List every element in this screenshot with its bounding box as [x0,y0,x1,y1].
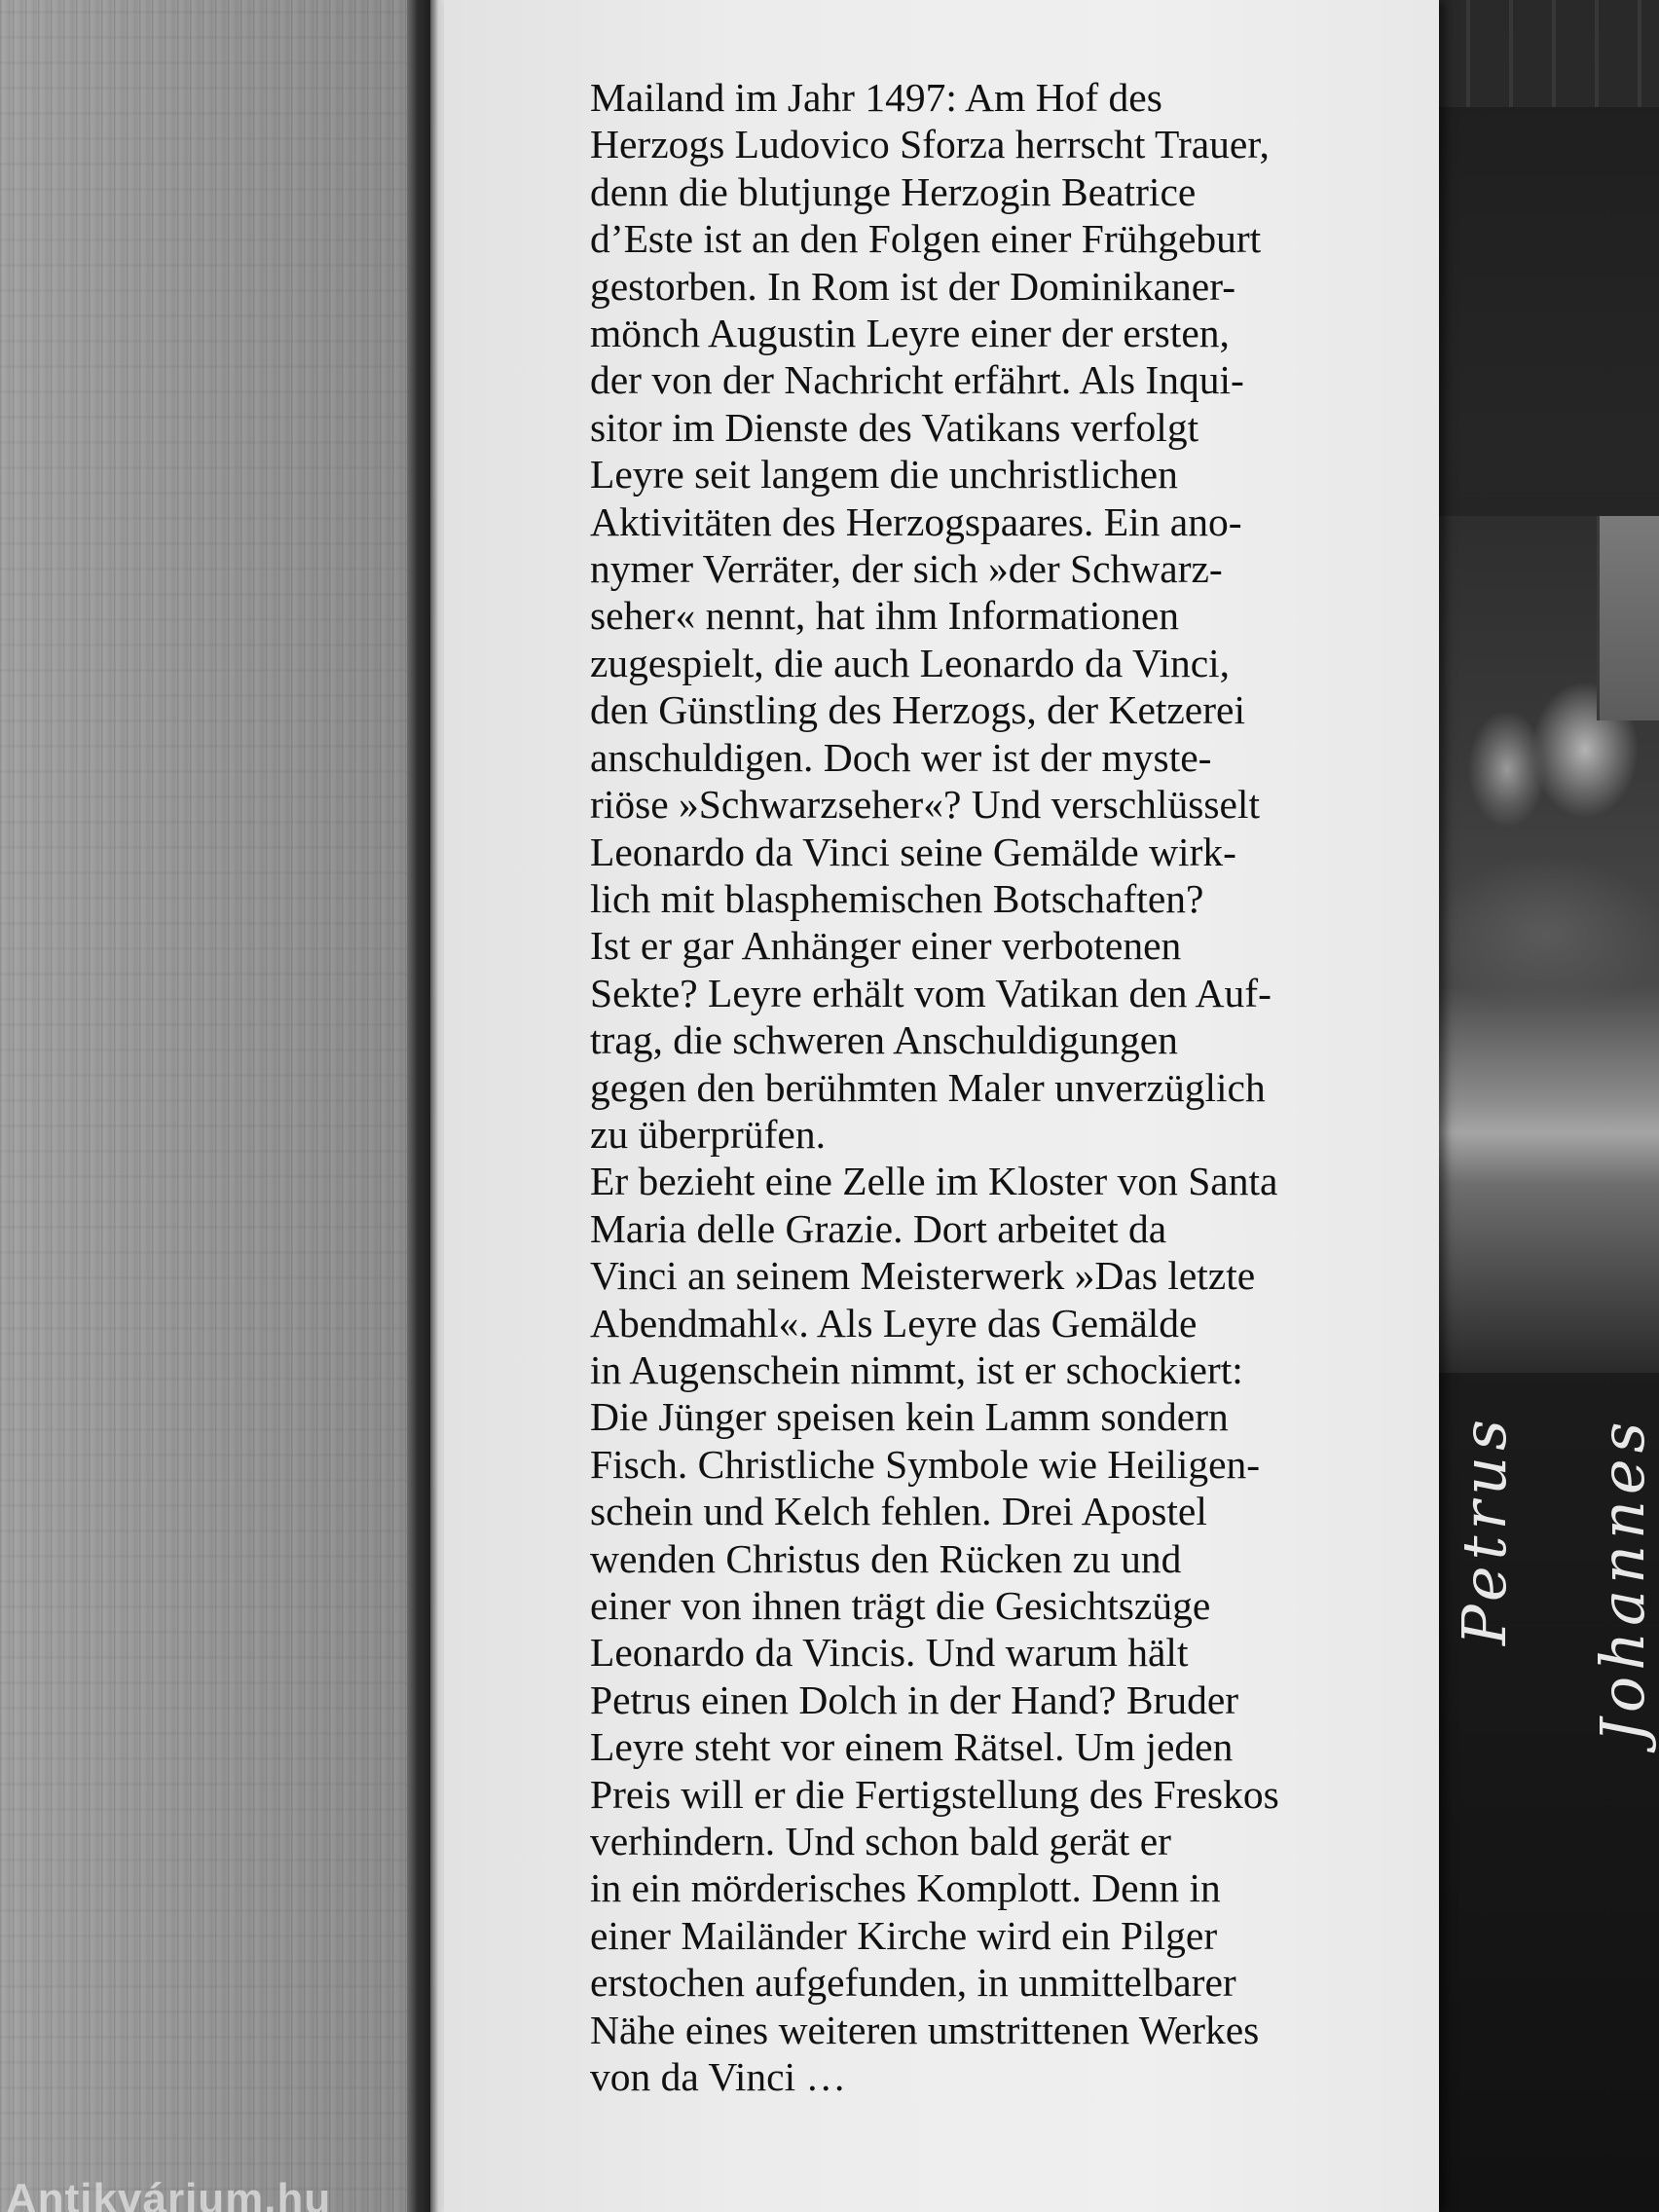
blurb-line: erstochen aufgefunden, in unmittelbarer [590,1960,1236,2006]
blurb-line: wenden Christus den Rücken zu und [590,1535,1182,1581]
cover-name-petrus: Petrus [1449,1414,1520,1645]
blurb-line: Preis will er die Fertigstellung des Freskos [590,1771,1279,1817]
blurb-line: in ein mörderisches Komplott. Denn in [590,1865,1221,1911]
site-watermark: Antikvárium.hu [6,2175,332,2212]
blurb-line: zugespielt, die auch Leonardo da Vinci, [590,640,1231,685]
blurb-line: Fisch. Christliche Symbole wie Heiligen- [590,1441,1261,1487]
blurb-line: seher« nennt, hat ihm Informationen [590,593,1180,639]
blurb-line: riöse »Schwarzseher«? Und verschlüsselt [590,782,1260,828]
blurb-line: in Augenschein nimmt, ist er schockiert: [590,1346,1243,1392]
blurb-line: Maria delle Grazie. Dort arbeitet da [590,1205,1167,1251]
blurb-line: Vinci an seinem Meisterwerk »Das letzte [590,1253,1256,1299]
blurb-line: Leonardo da Vinci seine Gemälde wirk- [590,829,1236,874]
blurb-line: gegen den berühmten Maler unverzüglich [590,1064,1266,1110]
book-spine-edge [407,0,430,2212]
blurb-line: verhindern. Und schon bald gerät er [590,1819,1171,1864]
blurb-line: Leonardo da Vincis. Und warum hält [590,1630,1189,1676]
blurb-line: einer Mailänder Kirche wird ein Pilger [590,1912,1218,1958]
blurb-line: Sekte? Leyre erhält vom Vatikan den Auf- [590,970,1272,1015]
blurb-line: der von der Nachricht erfährt. Als Inqui- [590,357,1244,403]
flap-blurb-text [590,74,1388,2100]
painting-window [1597,516,1659,720]
blurb-line: Leyre seit langem die unchristlichen [590,452,1178,498]
blurb-line: den Günstling des Herzogs, der Ketzerei [590,687,1245,733]
blurb-line: sitor im Dienste des Vatikans verfolgt [590,404,1199,450]
blurb-line: trag, die schweren Anschuldigungen [590,1017,1178,1063]
blurb-line: d’Este ist an den Folgen einer Frühgeburt [590,216,1262,262]
wooden-surface [0,0,419,2212]
blurb-line: zu überprüfen. [590,1111,826,1157]
blurb-line: mönch Augustin Leyre einer der ersten, [590,311,1230,356]
blurb-line: Abendmahl«. Als Leyre das Gemälde [590,1300,1198,1346]
blurb-line: gestorben. In Rom ist der Dominikaner- [590,263,1236,309]
blurb-line: anschuldigen. Doch wer ist der myste- [590,734,1212,780]
blurb-line: von da Vinci … [590,2054,847,2100]
blurb-line: schein und Kelch fehlen. Drei Apostel [590,1489,1207,1534]
blurb-line: Die Jünger speisen kein Lamm sondern [590,1394,1229,1440]
blurb-line: Aktivitäten des Herzogspaares. Ein ano- [590,498,1242,544]
blurb-line: Mailand im Jahr 1497: Am Hof des [590,75,1162,120]
blurb-line: Nähe eines weiteren umstrittenen Werkes [590,2007,1260,2052]
blurb-line: Petrus einen Dolch in der Hand? Bruder [590,1677,1239,1722]
book-page-edge [430,0,444,2212]
blurb-line: lich mit blasphemischen Botschaften? [590,875,1204,921]
blurb-line: Herzogs Ludovico Sforza herrscht Trauer, [590,122,1270,167]
blurb-line: Ist er gar Anhänger einer verbotenen [590,923,1182,969]
blurb-line: Leyre steht vor einem Rätsel. Um jeden [590,1724,1234,1770]
blurb-line: denn die blutjunge Herzogin Beatrice [590,168,1197,214]
cover-painting-frame [1427,0,1659,107]
blurb-line: Er bezieht eine Zelle im Kloster von Santa [590,1159,1278,1204]
blurb-line: nymer Verräter, der sich »der Schwarz- [590,546,1223,592]
cover-name-johannes: Johannes [1587,1416,1658,1743]
blurb-line: einer von ihnen trägt die Gesichtszüge [590,1583,1211,1628]
